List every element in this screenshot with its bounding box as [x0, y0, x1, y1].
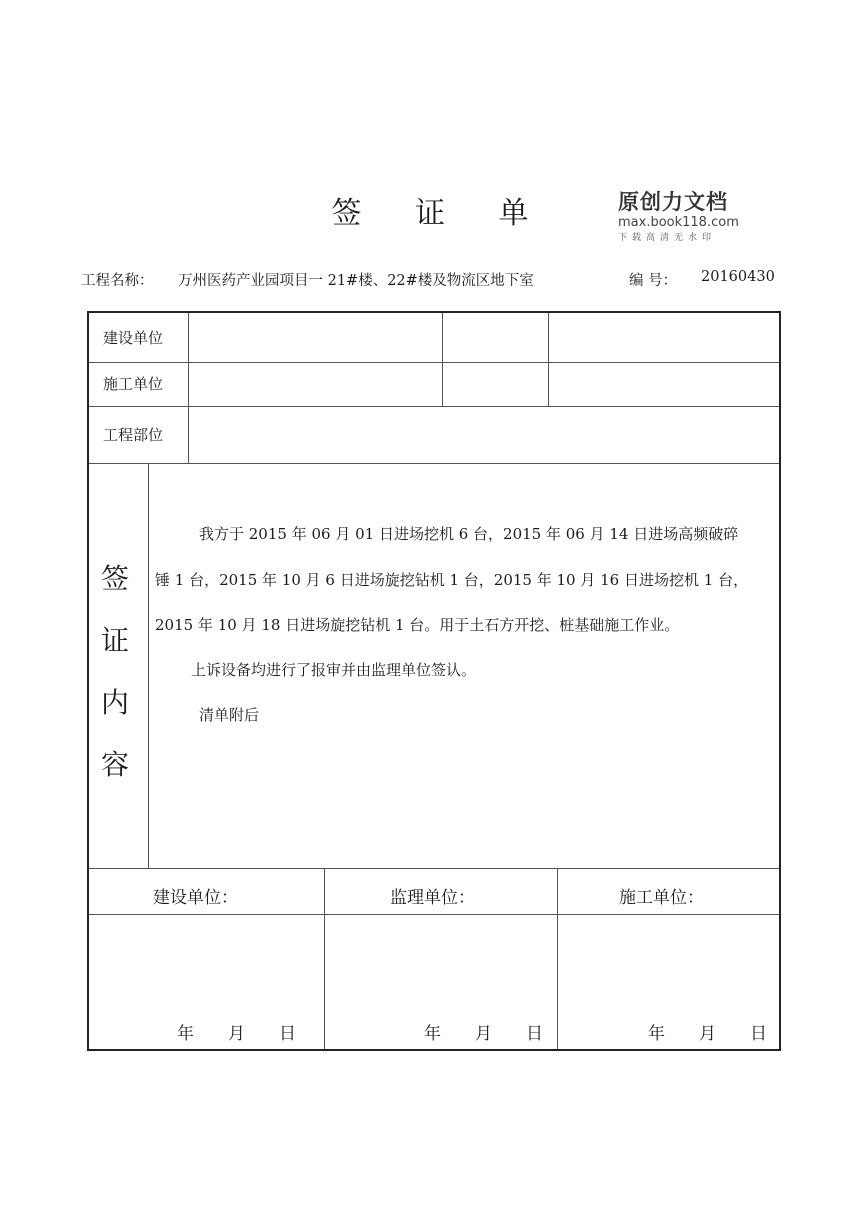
contractor-unit-label: 施工单位 — [103, 375, 164, 393]
owner-signature-label: 建设单位： — [153, 888, 238, 908]
date-month: 月 — [699, 1024, 716, 1044]
date-year: 年 — [177, 1024, 194, 1044]
date-month: 月 — [475, 1024, 492, 1044]
project-location-label: 工程部位 — [103, 426, 164, 444]
date-year: 年 — [648, 1024, 665, 1044]
date-year: 年 — [424, 1024, 441, 1044]
watermark-brand: 原创力文档 — [618, 190, 728, 214]
side-label-char: 签 — [101, 562, 130, 595]
watermark-site: max.book118.com — [618, 215, 739, 230]
date-day: 日 — [526, 1024, 543, 1044]
content-line: 2015 年 10 月 18 日进场旋挖钻机 1 台。用于土石方开挖、桩基础施工作业。 — [155, 616, 680, 634]
side-label-char: 证 — [101, 624, 130, 657]
supervisor-signature-label: 监理单位： — [390, 888, 475, 908]
content-line: 锤 1 台，2015 年 10 月 6 日进场旋挖钻机 1 台，2015 年 10 月 16 日进场挖机 1 台， — [155, 571, 749, 589]
watermark-tagline: 下载高清无水印 — [618, 233, 717, 243]
side-label-char: 内 — [101, 686, 130, 719]
number-label: 编 号： — [629, 273, 678, 289]
content-line: 上诉设备均进行了报审并由监理单位签认。 — [191, 661, 477, 679]
date-day: 日 — [279, 1024, 296, 1044]
contractor-signature-label: 施工单位： — [619, 888, 704, 908]
visa-form-table — [87, 311, 781, 1051]
number-value: 20160430 — [701, 269, 775, 285]
watermark-logo — [618, 186, 758, 243]
project-name-label: 工程名称： — [81, 273, 154, 289]
date-day: 日 — [750, 1024, 767, 1044]
side-label-char: 容 — [101, 748, 130, 781]
content-line: 清单附后 — [199, 706, 260, 724]
date-month: 月 — [228, 1024, 245, 1044]
content-line: 我方于 2015 年 06 月 01 日进场挖机 6 台，2015 年 06 月 14 日进场高频破碎 — [199, 525, 739, 543]
owner-unit-label: 建设单位 — [103, 329, 164, 347]
page-title: 签 证 单 — [331, 196, 551, 231]
project-name-value: 万州医药产业园项目一 21#楼、22#楼及物流区地下室 — [178, 273, 534, 289]
